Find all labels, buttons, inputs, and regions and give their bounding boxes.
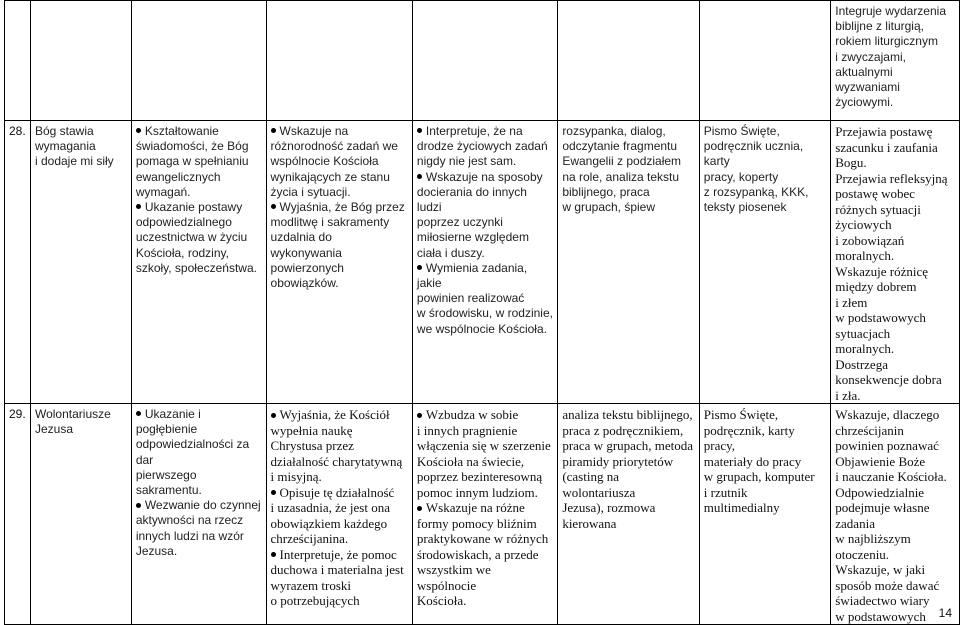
list-item: Wyjaśnia, że Bóg przez modlitwę i sakramenty uzdalnia do wykonywania powierzonych obowiązków. bbox=[270, 200, 405, 291]
list-item: Wezwanie do czynnej aktywności na rzecz innych ludzi na wzór Jezusa. bbox=[135, 498, 261, 558]
page-number: 14 bbox=[938, 606, 952, 620]
list-item: Kształtowanie świadomości, że Bóg pomaga w spełnianiu ewangelicznych wymagań. bbox=[135, 124, 249, 199]
lesson-number: 29. bbox=[5, 404, 31, 625]
list-item: Wymienia zadania, jakie powinien realizować w środowisku, w rodzinie, we wspólnocie Kościoła. bbox=[416, 260, 553, 336]
lesson-topic: Bóg stawia wymagania i dodaje mi siły bbox=[30, 121, 131, 404]
lesson-topic: Wolontariusze Jezusa bbox=[30, 404, 131, 625]
lesson-number: 28. bbox=[5, 121, 31, 404]
bullet-icon bbox=[417, 413, 422, 418]
list-item: Wskazuje na sposoby docierania do innych ludzi poprzez uczynki miłosierne względem ciała i duszy. bbox=[416, 169, 543, 260]
curriculum-table bbox=[4, 0, 960, 625]
goal-cell: Integruje wydarzenia biblijne z liturgią, rokiem liturgicznym i zwyczajami, aktualnymi wyzwaniami życiowymi. bbox=[831, 1, 960, 121]
list-item: Ukazanie postawy odpowiedzialnego uczestnictwa w życiu Kościoła, rodziny, szkoły, społeczeństwa. bbox=[135, 200, 257, 275]
bullet-icon bbox=[271, 552, 276, 557]
bullet-icon bbox=[136, 204, 141, 209]
bullet-icon bbox=[417, 174, 422, 179]
bullet-icon bbox=[271, 490, 276, 495]
skills-cell bbox=[412, 404, 557, 625]
bullet-icon bbox=[136, 128, 141, 133]
table-row-header-continuation bbox=[5, 1, 960, 121]
list-item: Wskazuje na różne formy pomocy bliźnim praktykowane w różnych środowiskach, a przede wszystkim we wspólnocie Kościoła. bbox=[416, 500, 549, 608]
bullet-icon bbox=[271, 204, 276, 209]
list-item: Ukazanie i pogłębienie odpowiedzialności za dar pierwszego sakramentu. bbox=[135, 407, 250, 498]
bullet-icon bbox=[417, 506, 422, 511]
aims-cell bbox=[131, 404, 266, 625]
bullet-icon bbox=[417, 128, 422, 133]
skills-cell bbox=[412, 121, 557, 404]
list-item: Wskazuje na różnorodność zadań we wspólnocie Kościoła wynikających ze stanu życia i sytuacji. bbox=[270, 124, 398, 199]
list-item: Wyjaśnia, że Kościół wypełnia naukę Chrystusa przez działalność charytatywną i misyjną. bbox=[270, 407, 403, 484]
aims-cell bbox=[131, 121, 266, 404]
methods-cell: analiza tekstu biblijnego, praca z podręcznikiem, praca w grupach, metoda piramidy priorytetów (casting na wolontariusza Jezusa), rozmowa kierowana bbox=[558, 404, 699, 625]
bullet-icon bbox=[271, 413, 276, 418]
attitudes-cell: Przejawia postawę szacunku i zaufania Bogu. Przejawia refleksyjną postawę wobec różnych sytuacji życiowych i zobowiązań moralnych. Wskazuje różnicę między dobrem i złem w podstawowych sytuacjach moralnych. Dostrzega konsekwencje dobra i zła. bbox=[831, 121, 960, 404]
table-row bbox=[5, 121, 960, 404]
content-cell bbox=[266, 404, 412, 625]
bullet-icon bbox=[136, 503, 141, 508]
list-item: Opisuje tę działalność i uzasadnia, że jest ona obowiązkiem każdego chrześcijanina. bbox=[270, 484, 395, 546]
content-cell bbox=[266, 121, 412, 404]
list-item: Interpretuje, że pomoc duchowa i materialna jest wyrazem troski o potrzebujących bbox=[270, 546, 404, 608]
tools-cell: Pismo Święte, podręcznik, karty pracy, materiały do pracy w grupach, komputer i rzutnik multimedialny bbox=[699, 404, 831, 625]
table-row bbox=[5, 404, 960, 625]
list-item: Wzbudza w sobie i innych pragnienie włączenia się w szerzenie Kościoła na świecie, poprzez bezinteresowną pomoc innym ludziom. bbox=[416, 407, 551, 500]
tools-cell: Pismo Święte, podręcznik ucznia, karty pracy, koperty z rozsypanką, KKK, teksty piosenek bbox=[699, 121, 831, 404]
attitudes-cell: Wskazuje, dlaczego chrześcijanin powinien poznawać Objawienie Boże i nauczanie Kościoła. Odpowiedzialnie podejmuje własne zadania w najbliższym otoczeniu. Wskazuje, w jaki sposób może dawać świadectwo wiary w podstawowych bbox=[831, 404, 960, 625]
bullet-icon bbox=[417, 265, 422, 270]
bullet-icon bbox=[136, 411, 141, 416]
list-item: Interpretuje, że na drodze życiowych zadań nigdy nie jest sam. bbox=[416, 124, 548, 169]
bullet-icon bbox=[271, 128, 276, 133]
methods-cell: rozsypanka, dialog, odczytanie fragmentu Ewangelii z podziałem na role, analiza tekstu biblijnego, praca w grupach, śpiew bbox=[558, 121, 699, 404]
